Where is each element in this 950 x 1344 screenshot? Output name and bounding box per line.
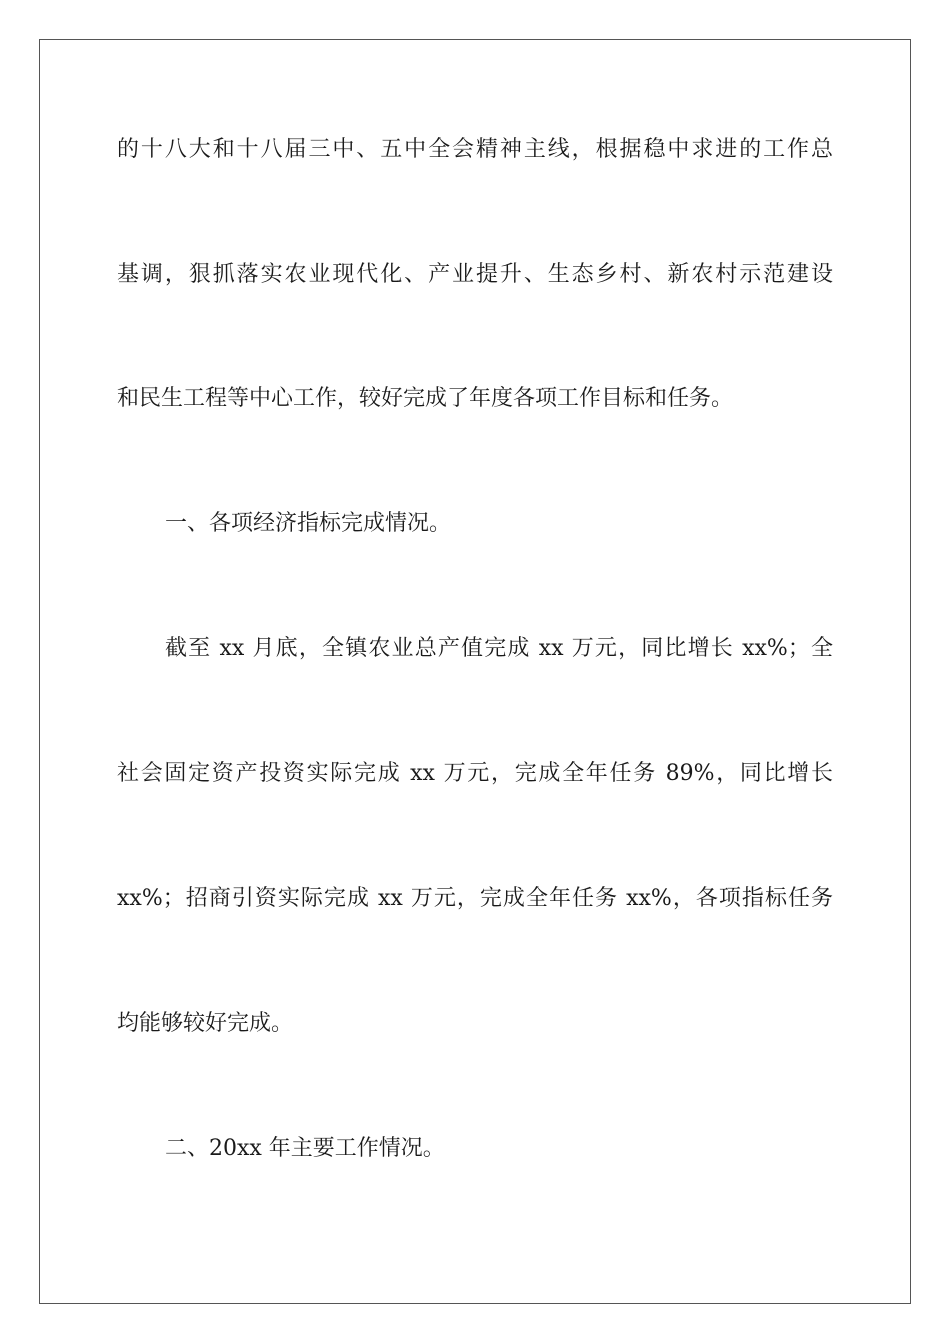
section-heading-main-work: 二、20xx 年主要工作情况。 — [165, 1136, 445, 1161]
body-text-line: 基调，狠抓落实农业现代化、产业提升、生态乡村、新农村示范建设 — [117, 262, 833, 287]
section-heading-economic-indicators: 一、各项经济指标完成情况。 — [165, 511, 452, 536]
body-text-line: 和民生工程等中心工作，较好完成了年度各项工作目标和任务。 — [117, 386, 734, 411]
body-text-line: 截至 xx 月底，全镇农业总产值完成 xx 万元，同比增长 xx%；全 — [165, 636, 833, 661]
body-text-line: xx%；招商引资实际完成 xx 万元，完成全年任务 xx%，各项指标任务 — [117, 886, 833, 911]
body-text-line: 社会固定资产投资实际完成 xx 万元，完成全年任务 89%，同比增长 — [117, 761, 833, 786]
page-border — [39, 39, 911, 1304]
body-text-line: 的十八大和十八届三中、五中全会精神主线，根据稳中求进的工作总 — [117, 137, 833, 162]
body-text-line: 均能够较好完成。 — [117, 1011, 294, 1036]
